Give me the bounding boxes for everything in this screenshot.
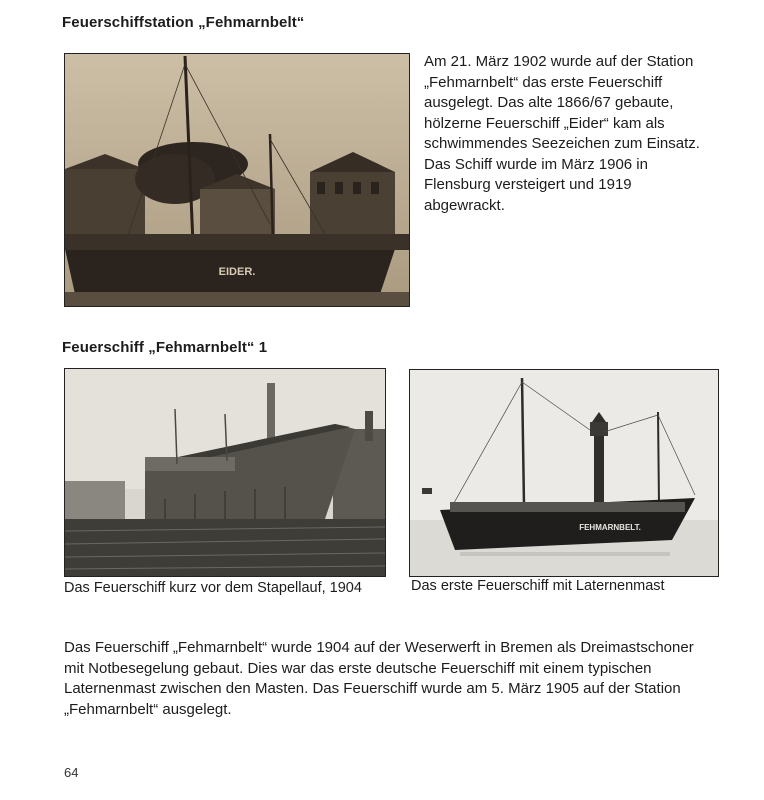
section-heading-station: Feuerschiffstation „Fehmarnbelt“ [62, 14, 305, 31]
paragraph-line: mit Notbesegelung gebaut. Dies war das erste deutsche Feuerschiff mit einem typischen [64, 659, 652, 677]
section-heading-lightship-1: Feuerschiff „Fehmarnbelt“ 1 [62, 339, 268, 356]
photo-lightship-lantern-mast [409, 369, 719, 577]
paragraph-line: ausgelegt. Das alte 1866/67 gebaute, [424, 94, 674, 111]
paragraph-line: Laternenmast zwischen den Masten. Das Feuerschiff wurde am 5. März 1905 auf der Station [64, 680, 681, 697]
paragraph-lightship-construction [64, 638, 694, 720]
page-number: 64 [64, 765, 79, 780]
photo-eider-lightship [64, 53, 410, 307]
paragraph-line: Am 21. März 1902 wurde auf der Station [424, 53, 694, 70]
paragraph-line: „Fehmarnbelt“ ausgelegt. [64, 700, 232, 718]
paragraph-line: hölzerne Feuerschiff „Eider“ kam als [424, 114, 665, 132]
photo-caption-lantern-mast: Das erste Feuerschiff mit Laternenmast [411, 578, 665, 594]
photo-ship-name-eider: EIDER. [218, 266, 256, 278]
paragraph-line: abgewrackt. [424, 196, 505, 214]
paragraph-line: Das Feuerschiff „Fehmarnbelt“ wurde 1904 auf der Weserwerft in Bremen als Dreimastschoner [64, 639, 694, 656]
paragraph-line: Das Schiff wurde im März 1906 in [424, 155, 648, 173]
paragraph-station-history [424, 52, 700, 216]
paragraph-line: „Fehmarnbelt“ das erste Feuerschiff [424, 73, 663, 91]
photo-ship-before-launch [64, 368, 386, 577]
paragraph-line: Flensburg versteigert und 1919 [424, 176, 632, 193]
paragraph-line: schwimmendes Seezeichen zum Einsatz. [424, 135, 700, 152]
photo-ship-name-fehmarnbelt: FEHMARNBELT. [579, 523, 641, 532]
photo-caption-launch: Das Feuerschiff kurz vor dem Stapellauf, 1904 [64, 580, 362, 596]
